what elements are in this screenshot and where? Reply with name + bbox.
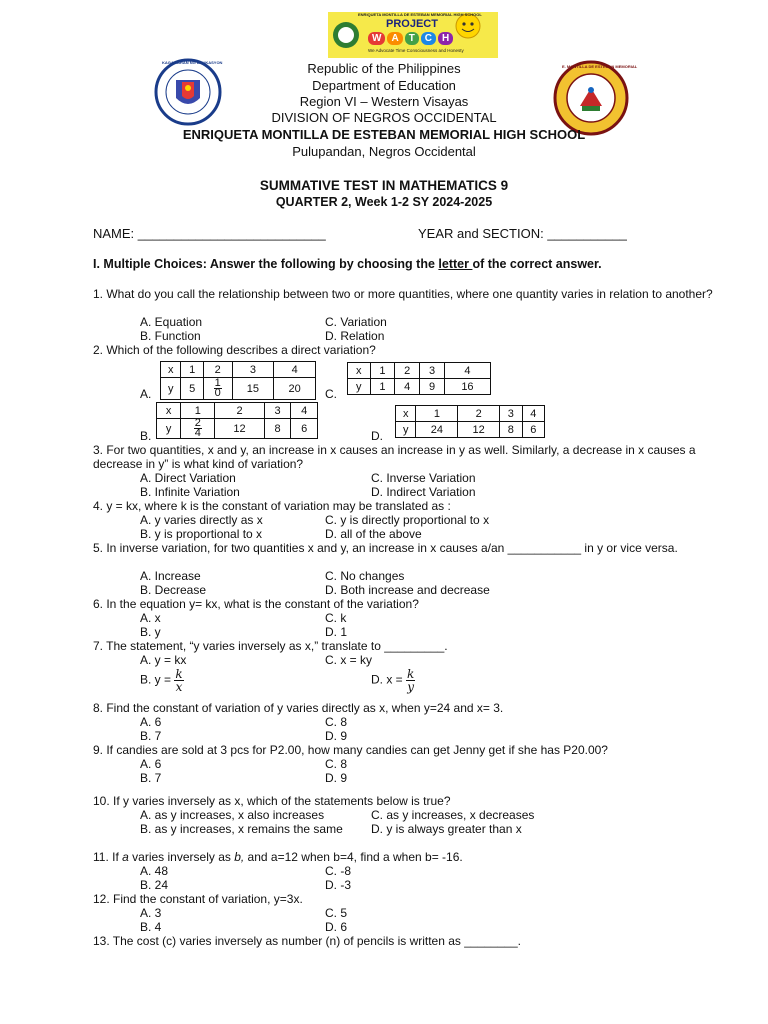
question-6: 6. In the equation y= kx, what is the constant of the variation? <box>93 597 419 611</box>
table-cell: 2 <box>395 363 420 379</box>
q8-option-b[interactable]: B. 7 <box>140 729 162 743</box>
logo-letter-t: T <box>405 32 419 45</box>
table-cell: 3 <box>420 363 445 379</box>
table-cell: 5 <box>181 378 203 400</box>
table-cell: 4 <box>395 379 420 395</box>
question-9: 9. If candies are sold at 3 pcs for P2.00, how many candies can get Jenny get if she has P20.00? <box>93 743 608 757</box>
table-cell: 24 <box>416 422 458 438</box>
q2-table-d <box>395 405 545 438</box>
q7-option-b-label: B. y = <box>140 672 172 687</box>
frac-num: k <box>175 667 183 681</box>
q11-option-a[interactable]: A. 48 <box>140 864 169 878</box>
q8-option-a[interactable]: A. 6 <box>140 715 162 729</box>
table-cell: x <box>161 362 181 378</box>
logo-letter-h: H <box>438 32 453 45</box>
instructions-suffix: of the correct answer. <box>472 257 602 271</box>
table-cell: y <box>161 378 181 400</box>
q2-option-d[interactable]: D. <box>371 429 383 443</box>
q4-option-d[interactable]: D. all of the above <box>325 527 422 541</box>
q1-option-c[interactable]: C. Variation <box>325 315 387 329</box>
q4-option-a[interactable]: A. y varies directly as x <box>140 513 263 527</box>
q4-option-c[interactable]: C. y is directly proportional to x <box>325 513 490 527</box>
project-watch-logo <box>328 12 498 58</box>
table-cell: 9 <box>420 379 445 395</box>
table-cell: 6 <box>522 422 545 438</box>
instructions-letter: letter <box>438 257 473 271</box>
q6-option-b[interactable]: B. y <box>140 625 161 639</box>
q9-option-c[interactable]: C. 8 <box>325 757 348 771</box>
table-cell: 20 <box>274 378 316 400</box>
question-2: 2. Which of the following describes a direct variation? <box>93 343 376 357</box>
region-line: Region VI – Western Visayas <box>299 94 469 109</box>
table-cell: y <box>396 422 416 438</box>
table-cell: 3 <box>500 406 522 422</box>
table-cell: 4 <box>291 403 318 419</box>
q9-option-d[interactable]: D. 9 <box>325 771 348 785</box>
q11-var-a: a <box>122 850 129 864</box>
logo-letters <box>368 32 453 45</box>
table-cell: 3 <box>264 403 291 419</box>
instructions <box>93 257 602 271</box>
school-seal-text: E. MONTILLA DE ESTEBAN MEMORIAL <box>562 64 638 69</box>
question-11 <box>93 850 723 864</box>
division-line: DIVISION OF NEGROS OCCIDENTAL <box>271 110 497 125</box>
q12-option-c[interactable]: C. 5 <box>325 906 348 920</box>
q2-option-c[interactable]: C. <box>325 387 337 401</box>
q2-table-a <box>160 361 316 400</box>
table-cell: 2 <box>203 362 232 378</box>
q11-var-b: b, <box>234 850 245 864</box>
frac-den: x <box>175 680 183 694</box>
deped-seal-text: KAGAWARAN NG EDUKASYON <box>162 60 223 65</box>
q3-option-a[interactable]: A. Direct Variation <box>140 471 236 485</box>
q7-option-d-label: D. x = <box>371 672 403 687</box>
instructions-prefix: I. Multiple Choices: Answer the following by choosing the <box>93 257 439 271</box>
frac-num: 1 <box>214 377 221 389</box>
question-12: 12. Find the constant of variation, y=3x. <box>93 892 303 906</box>
table-cell: y <box>348 379 371 395</box>
q5-option-b[interactable]: B. Decrease <box>140 583 207 597</box>
table-cell: 16 <box>444 379 490 395</box>
q2-option-a[interactable]: A. <box>140 387 152 401</box>
table-cell: 1 <box>181 403 215 419</box>
department-line: Department of Education <box>312 78 456 93</box>
q6-option-c[interactable]: C. k <box>325 611 347 625</box>
table-cell-fraction <box>203 378 232 400</box>
question-4: 4. y = kx, where k is the constant of variation may be translated as : <box>93 499 451 513</box>
fraction-k-over-y <box>406 668 415 693</box>
q11-pre: 11. If <box>93 850 123 864</box>
q7-option-b[interactable] <box>140 668 184 693</box>
fraction-k-over-x <box>174 668 183 693</box>
q8-option-c[interactable]: C. 8 <box>325 715 348 729</box>
logo-school-name: ENRIQUETA MONTILLA DE ESTEBAN MEMORIAL HIGH SCHOOL <box>358 12 482 17</box>
table-cell: 2 <box>458 406 500 422</box>
q1-option-b[interactable]: B. Function <box>140 329 201 343</box>
question-5: 5. In inverse variation, for two quantities x and y, an increase in x causes a/an ___________ in y or vice versa. <box>93 541 678 555</box>
q3-option-d[interactable]: D. Indirect Variation <box>371 485 476 499</box>
table-cell: 4 <box>444 363 490 379</box>
q10-option-b[interactable]: B. as y increases, x remains the same <box>140 822 343 836</box>
frac-den: 4 <box>194 427 201 439</box>
table-cell: 8 <box>500 422 522 438</box>
table-cell: 1 <box>370 379 395 395</box>
test-title: SUMMATIVE TEST IN MATHEMATICS 9 <box>259 178 509 193</box>
q7-option-a[interactable]: A. y = kx <box>140 653 187 667</box>
question-7: 7. The statement, “y varies inversely as x,” translate to _________. <box>93 639 448 653</box>
q4-option-b[interactable]: B. y is proportional to x <box>140 527 263 541</box>
table-cell: y <box>157 419 181 439</box>
table-cell: 4 <box>522 406 545 422</box>
q7-option-d[interactable] <box>371 668 415 693</box>
table-cell: 1 <box>181 362 203 378</box>
question-1: 1. What do you call the relationship between two or more quantities, where one quantity varies in relation to another? <box>93 287 713 301</box>
q2-option-b[interactable]: B. <box>140 429 152 443</box>
q5-option-d[interactable]: D. Both increase and decrease <box>325 583 490 597</box>
q12-option-b[interactable]: B. 4 <box>140 920 162 934</box>
logo-letter-w: W <box>368 32 385 45</box>
q6-option-a[interactable]: A. x <box>140 611 161 625</box>
q2-table-b <box>156 402 318 439</box>
q12-option-a[interactable]: A. 3 <box>140 906 162 920</box>
q7-option-c[interactable]: C. x = ky <box>325 653 373 667</box>
q9-option-a[interactable]: A. 6 <box>140 757 162 771</box>
table-cell: 3 <box>232 362 274 378</box>
table-cell: 15 <box>232 378 274 400</box>
q2-table-c <box>347 362 491 395</box>
table-cell: 8 <box>264 419 291 439</box>
logo-letter-a: A <box>387 32 402 45</box>
question-3: 3. For two quantities, x and y, an increase in x causes an increase in y as well. Similarly, a decrease in x causes a decrease in y” is what kind of variation? <box>93 443 696 471</box>
q12-option-d[interactable]: D. 6 <box>325 920 348 934</box>
q10-option-a[interactable]: A. as y increases, x also increases <box>140 808 325 822</box>
frac-num: 2 <box>194 417 201 429</box>
table-cell: 1 <box>416 406 458 422</box>
q11-option-b[interactable]: B. 24 <box>140 878 169 892</box>
q5-option-c[interactable]: C. No changes <box>325 569 405 583</box>
q1-option-d[interactable]: D. Relation <box>325 329 385 343</box>
q3-option-b[interactable]: B. Infinite Variation <box>140 485 240 499</box>
table-cell: 6 <box>291 419 318 439</box>
frac-num: k <box>407 667 415 681</box>
table-cell: 2 <box>215 403 264 419</box>
table-cell: x <box>157 403 181 419</box>
logo-project-label: PROJECT <box>386 18 438 30</box>
test-subtitle: QUARTER 2, Week 1-2 SY 2024-2025 <box>275 195 493 209</box>
q3-option-c[interactable]: C. Inverse Variation <box>371 471 476 485</box>
table-cell-fraction <box>181 419 215 439</box>
name-field[interactable]: NAME: __________________________ <box>93 226 326 241</box>
school-location: Pulupandan, Negros Occidental <box>292 144 476 159</box>
republic-line: Republic of the Philippines <box>307 61 461 76</box>
table-cell: 1 <box>370 363 395 379</box>
q11-option-c[interactable]: C. -8 <box>325 864 352 878</box>
frac-den: y <box>407 680 415 694</box>
q10-option-d[interactable]: D. y is always greater than x <box>371 822 522 836</box>
table-cell: x <box>348 363 371 379</box>
q10-option-c[interactable]: C. as y increases, x decreases <box>371 808 535 822</box>
table-cell: 12 <box>458 422 500 438</box>
question-8: 8. Find the constant of variation of y varies directly as x, when y=24 and x= 3. <box>93 701 504 715</box>
q9-option-b[interactable]: B. 7 <box>140 771 162 785</box>
frac-den: 0 <box>214 387 221 399</box>
question-10: 10. If y varies inversely as x, which of the statements below is true? <box>93 794 451 808</box>
year-section-field[interactable]: YEAR and SECTION: ___________ <box>418 226 627 241</box>
question-13: 13. The cost (c) varies inversely as number (n) of pencils is written as ________. <box>93 934 521 948</box>
q11-option-d[interactable]: D. -3 <box>325 878 352 892</box>
table-cell: 4 <box>274 362 316 378</box>
table-cell: 12 <box>215 419 264 439</box>
q8-option-d[interactable]: D. 9 <box>325 729 348 743</box>
table-cell: x <box>396 406 416 422</box>
logo-letter-c: C <box>421 32 436 45</box>
q11-post: and a=12 when b=4, find a when b= -16. <box>244 850 463 864</box>
q11-mid: varies inversely as <box>128 850 235 864</box>
school-name: ENRIQUETA MONTILLA DE ESTEBAN MEMORIAL HIGH SCHOOL <box>182 127 586 142</box>
q1-option-a[interactable]: A. Equation <box>140 315 203 329</box>
q6-option-d[interactable]: D. 1 <box>325 625 348 639</box>
logo-tagline: We Advocate Time Consciousness and Honesty <box>368 48 464 53</box>
q5-option-a[interactable]: A. Increase <box>140 569 201 583</box>
